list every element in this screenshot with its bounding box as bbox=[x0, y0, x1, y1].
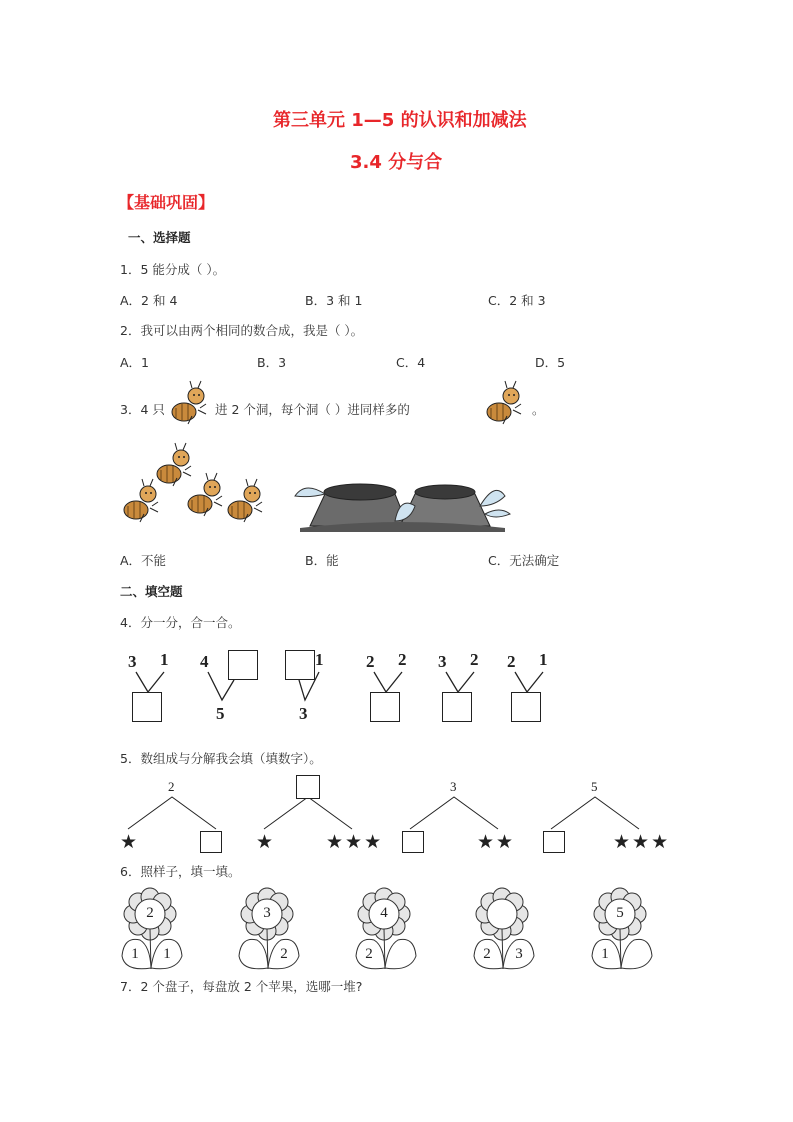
bottom-num: 3 bbox=[299, 704, 308, 723]
right-stars: ★★★ bbox=[613, 831, 671, 853]
tree-lines bbox=[120, 775, 250, 860]
right-leaf-number: 3 bbox=[515, 946, 523, 962]
bottom-num: 5 bbox=[216, 704, 225, 723]
top-number: 3 bbox=[450, 779, 457, 794]
stumps-illustration bbox=[290, 476, 512, 534]
top-left-num: 2 bbox=[366, 652, 375, 671]
ant-icon bbox=[170, 380, 210, 426]
q1-option-c: C．2 和 3 bbox=[488, 293, 546, 308]
top-right-num: 2 bbox=[398, 650, 407, 669]
left-leaf-number: 1 bbox=[131, 946, 139, 962]
page-title: 第三单元 1—5 的认识和加减法 bbox=[273, 110, 527, 131]
bottom-box[interactable] bbox=[442, 692, 472, 722]
q5-text: 5．数组成与分解我会填（填数字）。 bbox=[120, 751, 322, 766]
split-diagram bbox=[283, 648, 343, 728]
q3-text-c: 。 bbox=[532, 402, 545, 417]
q2-option-d: D．5 bbox=[535, 355, 566, 370]
top-number: 5 bbox=[591, 779, 598, 794]
split-diagram bbox=[438, 648, 498, 728]
top-right-num: 1 bbox=[315, 650, 324, 669]
right-stars: ★★★ bbox=[326, 831, 384, 853]
split-diagram bbox=[200, 648, 260, 728]
q3-option-a: A．不能 bbox=[120, 553, 167, 568]
number-tree bbox=[543, 775, 673, 860]
section-heading: 【基础巩固】 bbox=[118, 193, 215, 212]
top-answer-box[interactable] bbox=[296, 775, 320, 799]
flower-center-number: 5 bbox=[616, 905, 624, 921]
number-tree bbox=[256, 775, 386, 860]
top-right-num: 2 bbox=[470, 650, 479, 669]
q4-text: 4．分一分，合一合。 bbox=[120, 615, 241, 630]
left-answer-box[interactable] bbox=[543, 831, 565, 853]
top-left-num: 2 bbox=[507, 652, 516, 671]
part2-heading: 二、填空题 bbox=[120, 584, 183, 599]
right-answer-box[interactable] bbox=[200, 831, 222, 853]
split-diagram bbox=[366, 648, 426, 728]
q3-text-a: 3．4 只 bbox=[120, 402, 165, 417]
bottom-box[interactable] bbox=[511, 692, 541, 722]
ant-icon bbox=[485, 380, 525, 426]
number-flower bbox=[120, 890, 184, 970]
q2-option-b: B．3 bbox=[257, 355, 287, 370]
q1-option-b: B．3 和 1 bbox=[305, 293, 363, 308]
top-left-num: 4 bbox=[200, 652, 209, 671]
split-diagram bbox=[128, 648, 188, 728]
part1-heading: 一、选择题 bbox=[128, 230, 191, 245]
q7-text: 7．2 个盘子，每盘放 2 个苹果，选哪一堆? bbox=[120, 979, 363, 994]
ant-icon bbox=[186, 472, 226, 518]
top-left-box[interactable] bbox=[285, 650, 315, 680]
left-leaf-number: 2 bbox=[365, 946, 373, 962]
number-flower bbox=[590, 890, 654, 970]
q1-option-a: A．2 和 4 bbox=[120, 293, 178, 308]
left-leaf-number: 1 bbox=[601, 946, 609, 962]
q3-option-b: B．能 bbox=[305, 553, 339, 568]
number-flower bbox=[237, 890, 301, 970]
top-right-num: 1 bbox=[160, 650, 169, 669]
q6-text: 6．照样子，填一填。 bbox=[120, 864, 241, 879]
q2-option-c: C．4 bbox=[396, 355, 426, 370]
flower-center-number: 4 bbox=[380, 905, 388, 921]
split-diagram bbox=[507, 648, 567, 728]
left-stars: ★ bbox=[120, 831, 140, 853]
right-leaf-number: 1 bbox=[163, 946, 171, 962]
ant-icon bbox=[226, 478, 266, 524]
top-left-num: 3 bbox=[438, 652, 447, 671]
lesson-title: 3.4 分与合 bbox=[350, 152, 443, 173]
left-answer-box[interactable] bbox=[402, 831, 424, 853]
right-stars: ★★ bbox=[477, 831, 516, 853]
flower-center-number: 3 bbox=[263, 905, 271, 921]
q2-option-a: A．1 bbox=[120, 355, 150, 370]
number-flower bbox=[472, 890, 536, 970]
left-stars: ★ bbox=[256, 831, 276, 853]
left-leaf-number: 2 bbox=[483, 946, 491, 962]
q1-text: 1．5 能分成（ ）。 bbox=[120, 262, 226, 277]
right-leaf-number: 2 bbox=[280, 946, 288, 962]
number-flower bbox=[354, 890, 418, 970]
top-right-box[interactable] bbox=[228, 650, 258, 680]
top-left-num: 3 bbox=[128, 652, 137, 671]
q2-text: 2．我可以由两个相同的数合成，我是（ ）。 bbox=[120, 323, 364, 338]
top-number: 2 bbox=[168, 779, 175, 794]
ant-icon bbox=[122, 478, 162, 524]
q3-option-c: C．无法确定 bbox=[488, 553, 560, 568]
top-right-num: 1 bbox=[539, 650, 548, 669]
number-tree bbox=[120, 775, 250, 860]
number-tree bbox=[402, 775, 532, 860]
q3-text-b: 进 2 个洞，每个洞（ ）进同样多的 bbox=[215, 402, 410, 417]
flower-center-number: 2 bbox=[146, 905, 154, 921]
bottom-box[interactable] bbox=[132, 692, 162, 722]
bottom-box[interactable] bbox=[370, 692, 400, 722]
